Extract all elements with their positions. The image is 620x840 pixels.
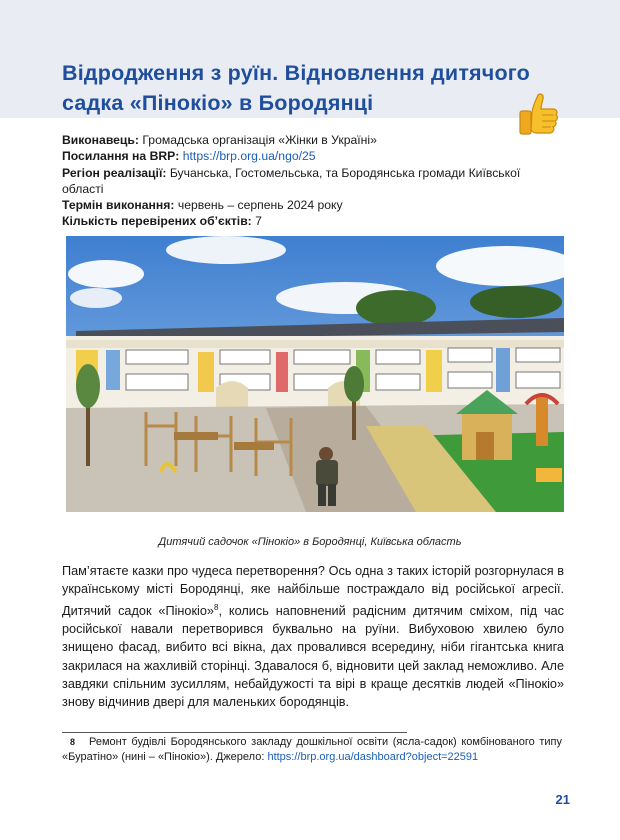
footnote-divider [62, 732, 407, 733]
kindergarten-photo [66, 236, 564, 512]
meta-count: Кількість перевірених об’єктів: 7 [62, 214, 262, 229]
photo-caption: Дитячий садочок «Пінокіо» в Бородянці, Київська область [158, 536, 462, 548]
meta-region: Регіон реалізації: Бучанська, Гостомельська, та Бородянська громади Київської області [62, 165, 521, 196]
meta-term: Термін виконання: червень – серпень 2024 року [62, 198, 343, 213]
body-paragraph: Пам’ятаєте казки про чудеса перетворення? Ось одна з таких історій розгорнулася в українському місті Бородянці, яке найбільше постраждало від російської агресії. Дитячий садок «Пінокіо»$^8$, колись наповнений радісним дитячим сміхом, під час російської навали перетворився буквально на руїни. Вибуховою хвилею було знищено фасад, вибито всі вікна, дах провалився всередину, ніби гігантська книга закрилася на жахливій сторінці. Здавалося б, відновити цей заклад неможливо. Але завдяки спільним зусиллям, небайдужості та вірі в краще десятків людей «Пінокіо» знову відчинив двері для маленьких бородянців. [62, 564, 564, 710]
meta-executor: Виконавець: Громадська організація «Жінки в Україні» [62, 133, 377, 147]
footnote-link[interactable]: https://brp.org.ua/dashboard?object=22591 [267, 751, 479, 763]
footnote: 8 Ремонт будівлі Бородянського закладу дошкільної освіти (ясла-садок) комбінованого типу «Буратіно» (нині – «Пінокіо»). Джерело: https://brp.org.ua/dashboard?object=22591 [62, 736, 562, 763]
brp-ngo-link[interactable]: https://brp.org.ua/ngo/25 [182, 149, 316, 164]
page-number: 21 [555, 792, 570, 807]
page-title: Відродження з руїн. Відновлення дитячого садка «Пінокіо» в Бородянці [62, 61, 531, 115]
meta-link: Посилання на BRP: https://brp.org.ua/ngo/25 [62, 149, 316, 164]
footnote-reference: 8 [213, 602, 219, 612]
project-meta [62, 132, 522, 230]
thumbs-up-icon [516, 92, 560, 138]
footnote-number: 8 [70, 737, 76, 747]
